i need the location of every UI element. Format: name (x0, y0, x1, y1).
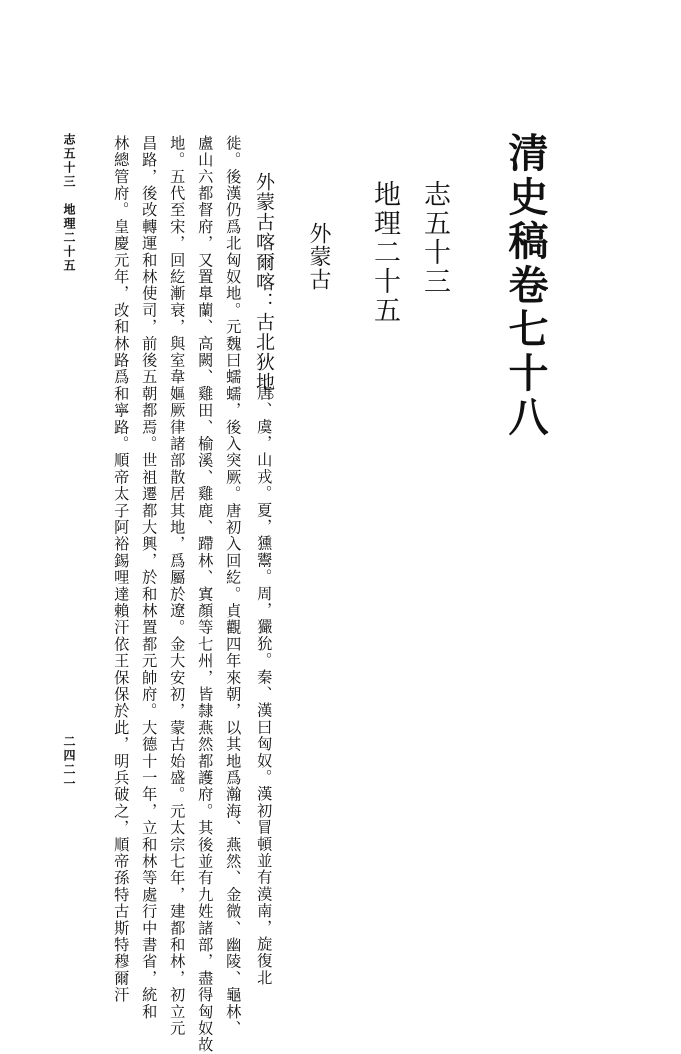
region-heading: 外蒙古 (306, 222, 331, 291)
text-line-6: 林總管府。皇慶元年，改和林路爲和寧路。順帝太子阿裕錫哩達賴汗依王保保於此，明兵破之，順帝孫特古斯特穆爾汗 (112, 135, 131, 1004)
chapter-heading: 志五十三 (419, 180, 450, 296)
running-head: 志五十三 地理二十五 (62, 133, 76, 273)
text-line-5: 昌路，後改轉運和林使司，前後五朝都焉。世祖遷都大興，於和林置都元帥府。大德十一年，立和林等處行中書省，統和 (140, 135, 159, 1021)
text-line-1: 唐、虞，山戎。夏，獯鬻。周，玁狁。秦、漢曰匈奴。漢初冒頓並有漠南，旋復北 (255, 385, 274, 987)
book-title: 清史稿卷七十八 (502, 132, 549, 440)
page-number: 二四二一 (62, 735, 76, 791)
text-line-4: 地。五代至宋，回紇漸衰，與室韋嫗厥律諸部散居其地，爲屬於遼。金大安初，蒙古始盛。元太宗七年，建都和林，初立元 (168, 135, 187, 1037)
text-line-2: 徙。後漢仍爲北匈奴地。元魏曰蠕蠕，後入突厥。唐初入回紇。貞觀四年來朝，以其地爲瀚海、燕然、金微、幽陵、龜林、 (224, 135, 243, 1037)
section-heading: 地理二十五 (369, 180, 400, 325)
text-line-3: 盧山六都督府，又置臯蘭、高闕、雞田、榆溪、雞鹿、蹛林、寘顏等七州，皆隸燕然都護府。其後並有九姓諸部，盡得匈奴故 (196, 135, 215, 1054)
lead-heading: 外蒙古喀爾喀：古北狄地。 (253, 172, 275, 412)
